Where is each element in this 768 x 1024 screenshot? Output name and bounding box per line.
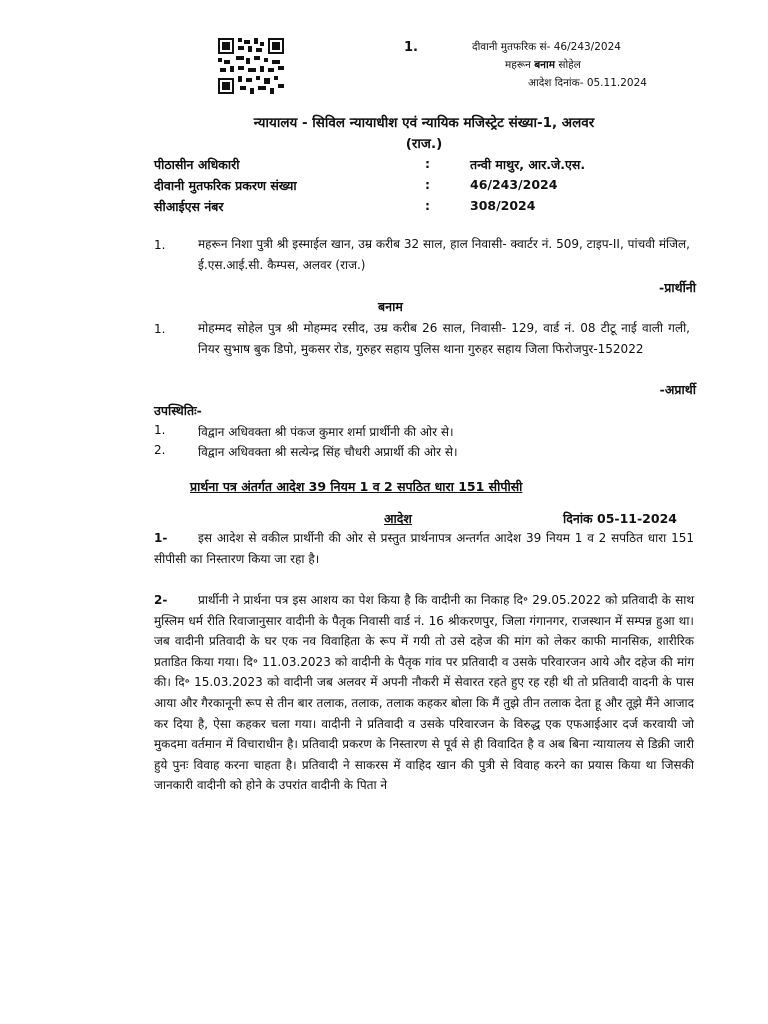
paragraph-1 xyxy=(154,528,694,569)
order-heading: आदेश xyxy=(384,511,412,526)
order-date: दिनांक 05-11-2024 xyxy=(563,511,677,526)
court-title: न्यायालय - सिविल न्यायाधीश एवं न्यायिक मजिस्ट्रेट संख्या-1, अलवर xyxy=(253,115,595,131)
info-label-cis-number: सीआईएस नंबर xyxy=(154,199,224,214)
respondent-number: 1. xyxy=(154,322,166,336)
paragraph-number: 2- xyxy=(154,593,168,607)
info-colon: : xyxy=(425,198,430,213)
versus-label: बनाम xyxy=(378,299,403,314)
info-value-cis-number: 308/2024 xyxy=(470,198,536,213)
respondent-details: मोहम्मद सोहेल पुत्र श्री मोहम्मद रसीद, उम्र करीब 26 साल, निवासी- 129, वार्ड नं. 08 टीटू नाई वाली गली, नियर सुभाष बुक डिपो, मुकसर रोड, गुरुहर सहाय पुलिस थाना गुरुहर सहाय जिला फिरोजपुर-152022 xyxy=(198,321,690,356)
application-heading: प्रार्थना पत्र अंतर्गत आदेश 39 नियम 1 व 2 सपठित धारा 151 सीपीसी xyxy=(190,479,523,494)
info-label-case-number: दीवानी मुतफरिक प्रकरण संख्या xyxy=(154,178,297,193)
parties-prefix: महरून xyxy=(505,59,531,71)
case-number-line: दीवानी मुतफरिक सं- 46/243/2024 xyxy=(472,41,621,53)
parties-banam: बनाम xyxy=(534,59,556,71)
court-subtitle: (राज.) xyxy=(405,136,443,152)
page-number: 1. xyxy=(404,40,418,55)
qr-code-icon xyxy=(218,38,284,94)
info-colon: : xyxy=(425,177,430,192)
applicant-role: -प्रार्थीनी xyxy=(659,280,696,295)
info-label-presiding-officer: पीठासीन अधिकारी xyxy=(154,157,240,172)
presence-item-number: 1. xyxy=(154,423,166,437)
order-date-line: आदेश दिनांक- 05.11.2024 xyxy=(528,77,647,89)
presence-item-applicant-advocate: विद्वान अधिवक्ता श्री पंकज कुमार शर्मा प्रार्थीनी की ओर से। xyxy=(198,425,454,439)
parties-line xyxy=(505,58,581,72)
applicant-number: 1. xyxy=(154,238,166,252)
respondent-role: -अप्रार्थी xyxy=(659,382,696,397)
paragraph-text: इस आदेश से वकील प्रार्थीनी की ओर से प्रस्तुत प्रार्थनापत्र अन्तर्गत आदेश 39 नियम 1 व 2 सपठित धारा 151 सीपीसी का निस्तारण किया जा रहा है। xyxy=(154,531,694,566)
applicant-details: महरून निशा पुत्री श्री इस्माईल खान, उम्र करीब 32 साल, हाल निवासी- क्वार्टर नं. 509, टाइप-II, पांचवी मंजिल, ई.एस.आई.सी. कैम्पस, अलवर (राज.) xyxy=(198,237,690,272)
info-value-case-number: 46/243/2024 xyxy=(470,177,558,192)
presence-item-respondent-advocate: विद्वान अधिवक्ता श्री सत्येन्द्र सिंह चौधरी अप्रार्थी की ओर से। xyxy=(198,445,458,459)
paragraph-number: 1- xyxy=(154,531,168,545)
paragraph-text: प्रार्थीनी ने प्रार्थना पत्र इस आशय का पेश किया है कि वादीनी का निकाह दि॰ 29.05.2022 को प्रतिवादी के साथ मुस्लिम धर्म रीति रिवाजानुसार वादीनी के पैतृक निवासी वार्ड नं. 16 श्रीकरणपुर, जिला गंगानगर, राजस्थान में सम्पन्न हुआ था। जब वादीनी प्रतिवादी के घर एक नव विवाहिता के रूप में गयी तो उसे दहेज की मांग को लेकर काफी मानसिक, शारीरिक प्रताडित किया गया। दि॰ 11.03.2023 को वादीनी के पैतृक गांव पर प्रतिवादी व उसके परिवारजन आये और दहेज की मांग की। दि॰ 15.03.2023 को वादीनी जब अलवर में अपनी नौकरी में सेवारत रहते हुए रह रही थी तो प्रतिवादी वादनी के पास आया और गैरकानूनी रूप से तीन बार तलाक, तलाक, तलाक कहकर बोला कि मैं तुझे तीन तलाक देता हू और तूझे मैंने आजाद कर दिया है, ऐसा कहकर चला गया। वादीनी ने प्रतिवादी व उसके परिवारजन के विरुद्ध एक एफआईआर दर्ज करवायी जो मुकदमा वर्तमान में विचाराधीन है। प्रतिवादी प्रकरण के निस्तारण से पूर्व से ही विवादित है व अब बिना न्यायालय से डिक्री जारी हुये पुनः विवाह करना चाहता है। प्रतिवादी ने साकरस में वाहिद खान की पुत्री से विवाह करने का प्रयास किया था जिसकी जानकारी वादीनी को होने के उपरांत वादीनी के पिता ने xyxy=(154,593,694,793)
paragraph-2 xyxy=(154,590,694,796)
presence-heading: उपस्थितिः- xyxy=(154,403,202,418)
info-value-presiding-officer: तन्वी माथुर, आर.जे.एस. xyxy=(470,157,586,172)
info-colon: : xyxy=(425,156,430,171)
parties-suffix: सोहेल xyxy=(558,59,581,71)
presence-item-number: 2. xyxy=(154,443,166,457)
